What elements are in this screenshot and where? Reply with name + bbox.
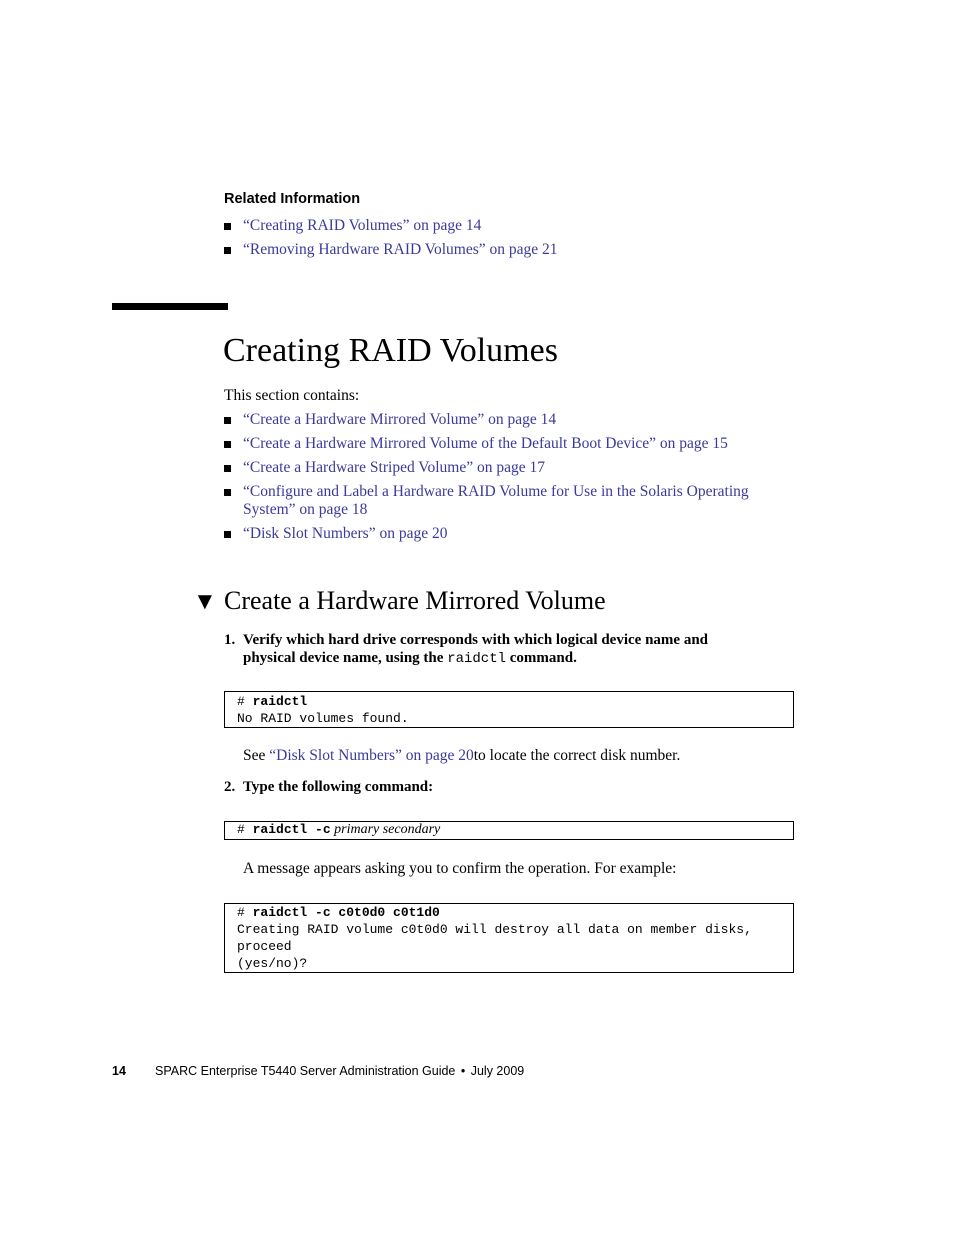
code-block-example <box>224 903 794 973</box>
see-pre: See <box>243 747 270 764</box>
command-text: raidctl -c <box>252 822 331 837</box>
step-2-text: Type the following command: <box>243 779 434 795</box>
toc-link-configure-label-line2[interactable]: System” on page 18 <box>243 501 368 518</box>
disk-slot-numbers-link[interactable]: “Disk Slot Numbers” on page 20 <box>269 747 474 764</box>
footer-date: July 2009 <box>470 1064 525 1078</box>
step-1-continued <box>243 649 577 668</box>
step-1 <box>224 631 708 649</box>
bullet-icon <box>224 441 231 448</box>
inline-code-raidctl: raidctl <box>447 651 506 667</box>
footer-separator: • <box>460 1064 466 1078</box>
message-paragraph: A message appears asking you to confirm the operation. For example: <box>243 860 677 877</box>
toc-link-mirrored-volume[interactable]: “Create a Hardware Mirrored Volume” on page 14 <box>243 411 557 428</box>
step-1-line1: Verify which hard drive corresponds with which logical device name and <box>243 632 709 648</box>
bullet-icon <box>224 417 231 424</box>
step-2 <box>224 778 433 796</box>
shell-prompt: # <box>237 905 253 920</box>
procedure-triangle-icon: ▼ <box>193 588 217 615</box>
procedure-title: Create a Hardware Mirrored Volume <box>224 586 606 615</box>
section-intro: This section contains: <box>224 387 360 404</box>
step-number: 2. <box>224 779 236 795</box>
output-line-1: Creating RAID volume c0t0d0 will destroy all data on member disks, <box>237 922 752 937</box>
toc-link-mirrored-boot-device[interactable]: “Create a Hardware Mirrored Volume of the Default Boot Device” on page 15 <box>243 435 728 452</box>
bullet-icon <box>224 465 231 472</box>
bullet-icon <box>224 223 231 230</box>
toc-link-configure-label-line1[interactable]: “Configure and Label a Hardware RAID Volume for Use in the Solaris Operating <box>243 483 749 500</box>
command-output: No RAID volumes found. <box>237 711 409 726</box>
command-text: raidctl <box>252 694 308 709</box>
related-link-creating-raid[interactable]: “Creating RAID Volumes” on page 14 <box>243 217 482 234</box>
see-paragraph <box>243 747 680 765</box>
bullet-icon <box>224 489 231 496</box>
code-block-raidctl-create <box>224 821 794 840</box>
shell-prompt: # <box>237 694 253 709</box>
step-number: 1. <box>224 632 236 648</box>
command-text: raidctl -c c0t0d0 c0t1d0 <box>252 905 440 920</box>
bullet-icon <box>224 531 231 538</box>
see-post: to locate the correct disk number. <box>473 747 681 764</box>
footer-title: SPARC Enterprise T5440 Server Administration Guide <box>155 1064 456 1078</box>
output-line-3: (yes/no)? <box>237 956 308 971</box>
code-block-raidctl <box>224 691 794 728</box>
footer-text <box>155 1064 524 1078</box>
footer-page-number: 14 <box>112 1064 126 1078</box>
bullet-icon <box>224 247 231 254</box>
related-link-removing-raid[interactable]: “Removing Hardware RAID Volumes” on page 21 <box>243 241 558 258</box>
toc-link-striped-volume[interactable]: “Create a Hardware Striped Volume” on page 17 <box>243 459 546 476</box>
section-rule <box>112 303 228 310</box>
page-title: Creating RAID Volumes <box>223 332 558 369</box>
toc-link-disk-slot-numbers[interactable]: “Disk Slot Numbers” on page 20 <box>243 525 448 542</box>
step-1-line2-post: command. <box>506 650 577 666</box>
output-line-2: proceed <box>237 939 292 954</box>
step-1-line2-pre: physical device name, using the <box>243 650 448 666</box>
related-info-heading: Related Information <box>224 191 361 207</box>
shell-prompt: # <box>237 822 253 837</box>
command-args: primary secondary <box>330 822 441 837</box>
